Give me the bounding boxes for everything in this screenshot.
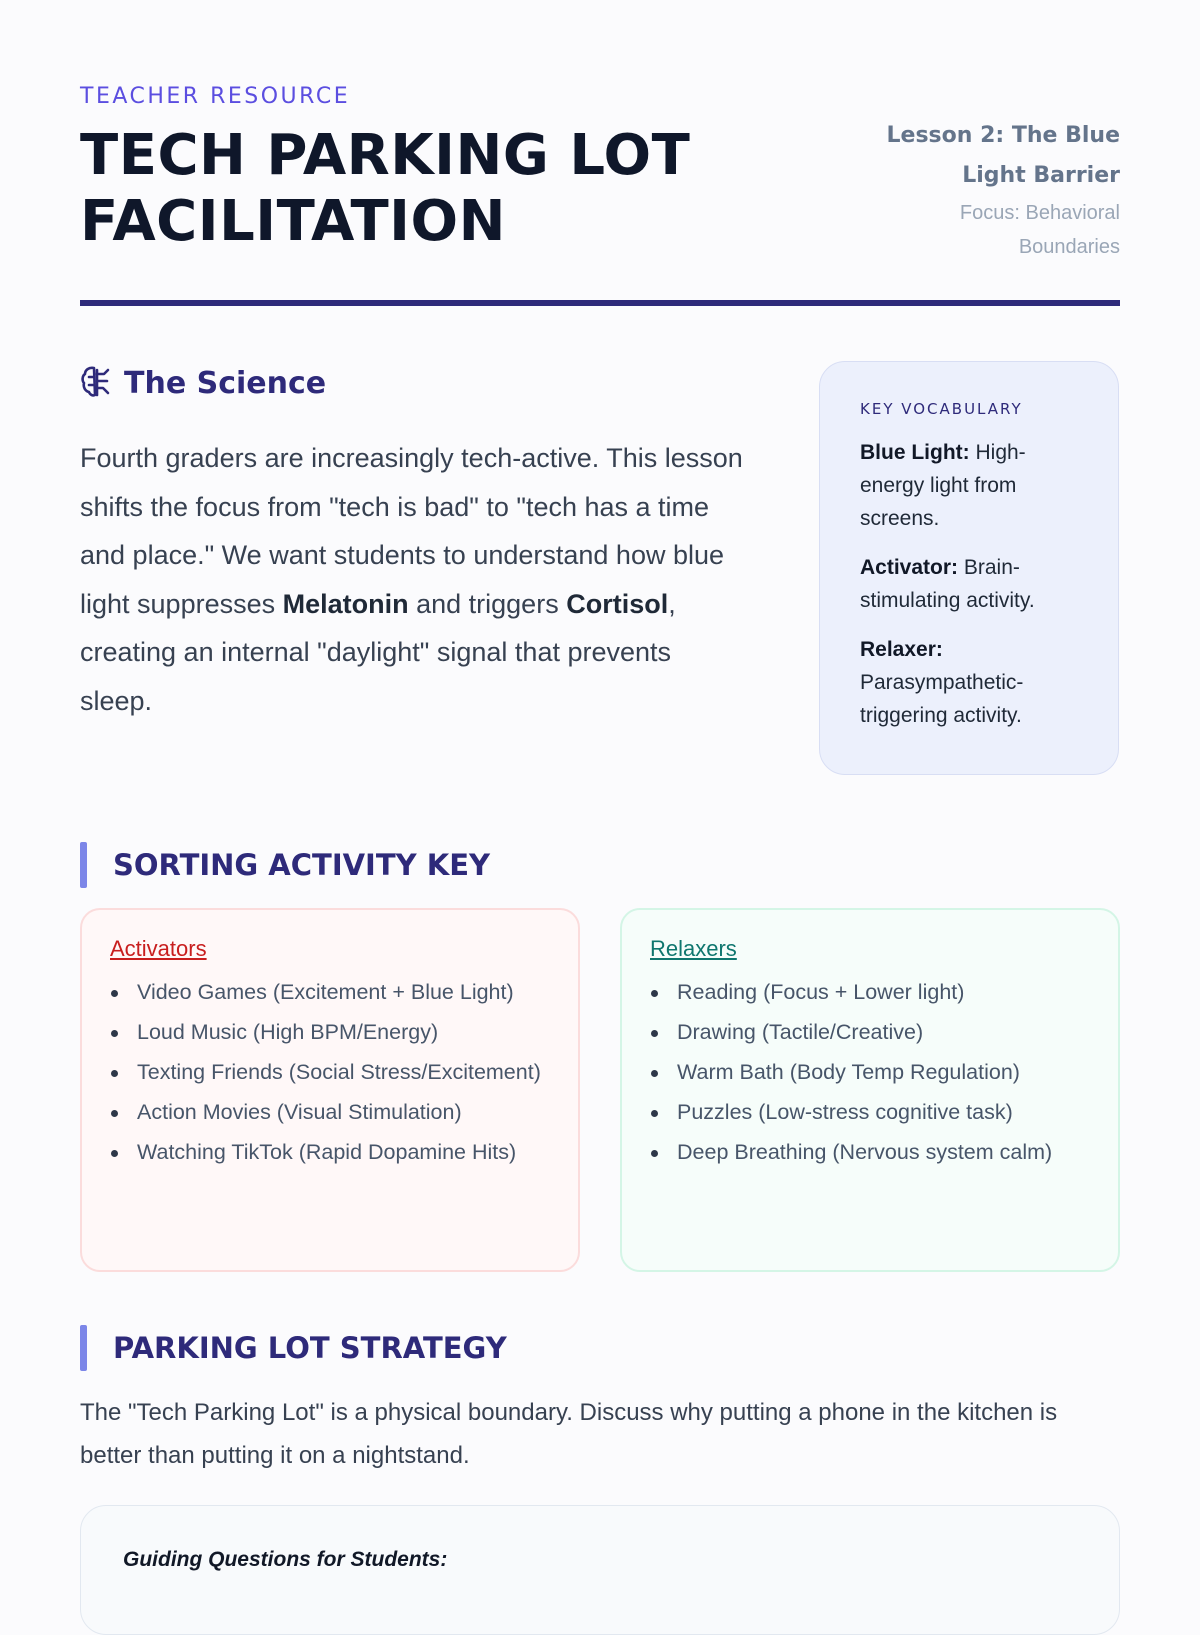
- guiding-questions-title: Guiding Questions for Students:: [123, 1548, 448, 1571]
- vocab-item: [860, 633, 1078, 732]
- lesson-info: [860, 116, 1120, 264]
- list-item: Texting Friends (Social Stress/Excitement): [110, 1056, 550, 1089]
- list-item: Puzzles (Low-stress cognitive task): [650, 1096, 1090, 1129]
- list-item: Action Movies (Visual Stimulation): [110, 1096, 550, 1129]
- list-item: Watching TikTok (Rapid Dopamine Hits): [110, 1136, 550, 1169]
- sorting-heading-text: SORTING ACTIVITY KEY: [113, 848, 490, 882]
- science-text-2: and triggers: [408, 588, 567, 619]
- key-vocabulary-card: [819, 361, 1119, 775]
- relaxers-list: [650, 976, 1090, 1169]
- vocab-list: [860, 436, 1078, 732]
- activators-title: Activators: [110, 936, 207, 961]
- lesson-title: Lesson 2: The Blue Light Barrier: [886, 123, 1120, 188]
- science-heading: [80, 364, 326, 403]
- melatonin-term: Melatonin: [282, 588, 409, 619]
- list-item: Reading (Focus + Lower light): [650, 976, 1090, 1009]
- vocab-label: KEY VOCABULARY: [860, 400, 1023, 418]
- vocab-def: Parasympathetic-triggering activity.: [860, 671, 1024, 727]
- relaxers-card: [620, 908, 1120, 1272]
- cortisol-term: Cortisol: [566, 588, 669, 619]
- brain-icon: [80, 364, 112, 403]
- science-text-3: , creating an internal "daylight" signal that prevents sleep.: [80, 588, 676, 716]
- list-item: Video Games (Excitement + Blue Light): [110, 976, 550, 1009]
- guiding-questions-card: [80, 1505, 1120, 1635]
- list-item: Warm Bath (Body Temp Regulation): [650, 1056, 1090, 1089]
- sorting-section-heading: [80, 842, 490, 888]
- vocab-def: High-energy light from screens.: [860, 441, 1026, 530]
- strategy-heading-text: PARKING LOT STRATEGY: [113, 1331, 507, 1365]
- vocab-def: Brain-stimulating activity.: [860, 556, 1035, 612]
- eyebrow-label: TEACHER RESOURCE: [80, 84, 351, 109]
- strategy-paragraph: The "Tech Parking Lot" is a physical boundary. Discuss why putting a phone in the kitchen is better than putting it on a nightstand.: [80, 1399, 1058, 1469]
- activators-card: [80, 908, 580, 1272]
- vocab-term: Blue Light:: [860, 441, 970, 464]
- section-accent-bar: [80, 842, 87, 888]
- strategy-section-heading: [80, 1325, 507, 1371]
- lesson-focus: Focus: Behavioral Boundaries: [959, 202, 1120, 258]
- title-line-1: TECH PARKING LOT: [80, 123, 691, 188]
- header: [80, 84, 1120, 258]
- activators-list: [110, 976, 550, 1169]
- section-accent-bar: [80, 1325, 87, 1371]
- header-divider: [80, 300, 1120, 306]
- relaxers-title: Relaxers: [650, 936, 737, 961]
- list-item: Deep Breathing (Nervous system calm): [650, 1136, 1090, 1169]
- list-item: Drawing (Tactile/Creative): [650, 1016, 1090, 1049]
- science-text-1: Fourth graders are increasingly tech-active. This lesson shifts the focus from "tech is bad" to "tech has a time and place." We want students to understand how blue light suppresses: [80, 443, 743, 619]
- vocab-term: Relaxer:: [860, 638, 943, 661]
- vocab-item: [860, 436, 1078, 535]
- vocab-item: [860, 551, 1078, 617]
- science-paragraph: [80, 434, 750, 725]
- science-title: The Science: [124, 366, 327, 401]
- vocab-term: Activator:: [860, 556, 959, 579]
- page-title: [80, 123, 780, 255]
- list-item: Loud Music (High BPM/Energy): [110, 1016, 550, 1049]
- title-line-2: FACILITATION: [80, 189, 506, 254]
